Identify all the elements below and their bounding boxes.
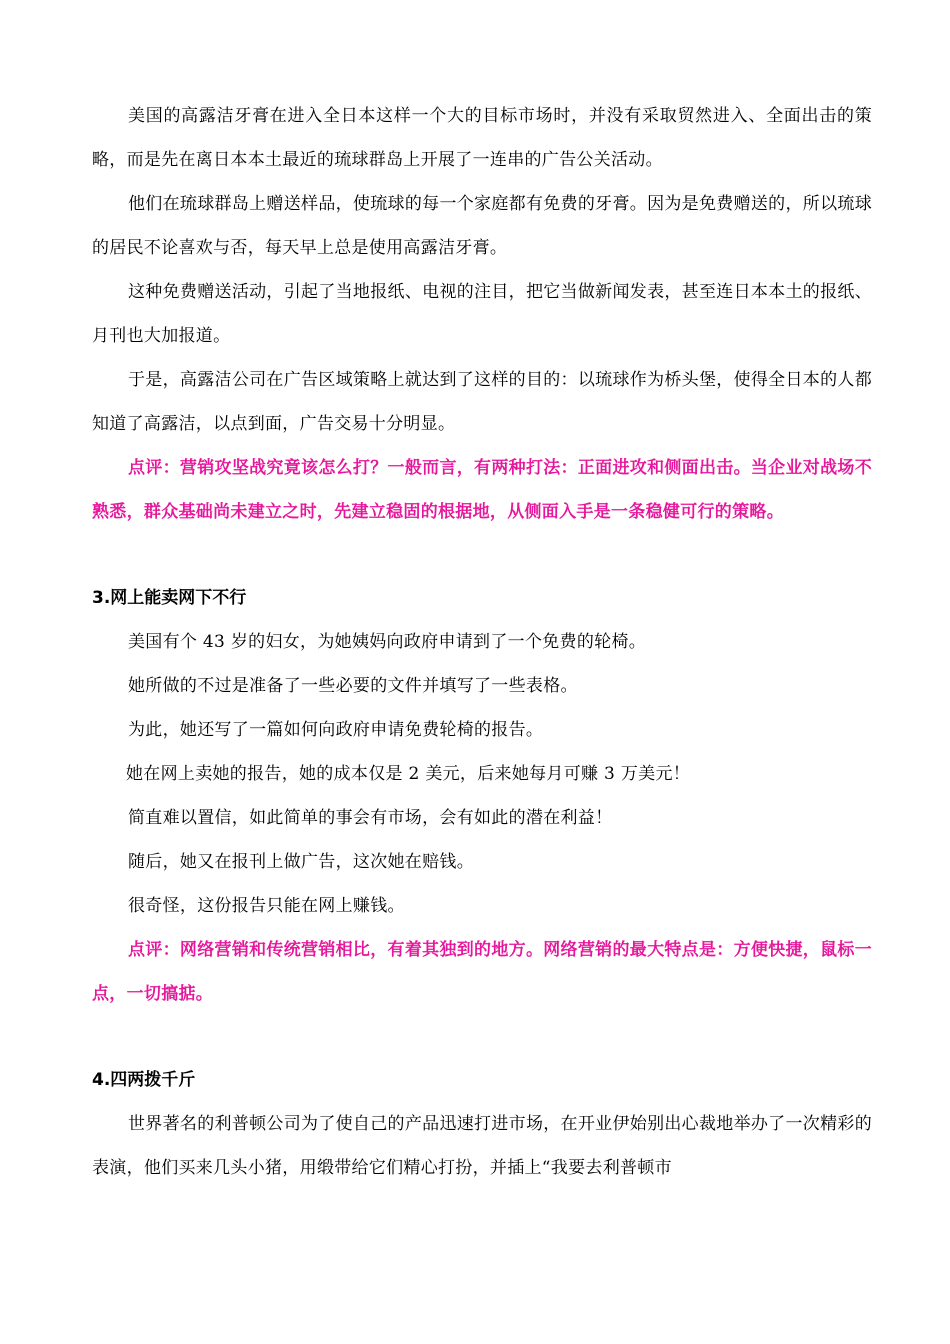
body-line: 她所做的不过是准备了一些必要的文件并填写了一些表格。 <box>128 676 578 696</box>
body-line: 简直难以置信，如此简单的事会有市场，会有如此的潜在利益！ <box>128 808 613 828</box>
document-page <box>92 94 872 1190</box>
body-line: 她在网上卖她的报告，她的成本仅是 2 美元，后来她每月可赚 3 万美元！ <box>126 764 691 784</box>
body-line: 美国有个 43 岁的妇女，为她姨妈向政府申请到了一个免费的轮椅。 <box>128 632 647 652</box>
spacer <box>92 534 872 576</box>
body-line: 很奇怪，这份报告只能在网上赚钱。 <box>128 896 405 916</box>
section-heading: 4.四两拨千斤 <box>92 1070 196 1090</box>
comment-paragraph: 点评：网络营销和传统营销相比，有着其独到的地方。网络营销的最大特点是：方便快捷，鼠标一点，一切搞掂。 <box>92 940 872 1004</box>
body-paragraph: 他们在琉球群岛上赠送样品，使琉球的每一个家庭都有免费的牙膏。因为是免费赠送的，所以琉球的居民不论喜欢与否，每天早上总是使用高露洁牙膏。 <box>92 194 872 258</box>
body-paragraph: 世界著名的利普顿公司为了使自己的产品迅速打进市场，在开业伊始别出心裁地举办了一次精彩的表演，他们买来几头小猪，用缎带给它们精心打扮，并插上“我要去利普顿市 <box>92 1114 872 1178</box>
comment-paragraph: 点评：营销攻坚战究竟该怎么打？一般而言，有两种打法：正面进攻和侧面出击。当企业对战场不熟悉，群众基础尚未建立之时，先建立稳固的根据地，从侧面入手是一条稳健可行的策略。 <box>92 458 872 522</box>
spacer <box>92 1016 872 1058</box>
body-line: 为此，她还写了一篇如何向政府申请免费轮椅的报告。 <box>128 720 544 740</box>
body-paragraph: 美国的高露洁牙膏在进入全日本这样一个大的目标市场时，并没有采取贸然进入、全面出击的策略，而是先在离日本本土最近的琉球群岛上开展了一连串的广告公关活动。 <box>92 106 872 170</box>
body-paragraph: 于是，高露洁公司在广告区域策略上就达到了这样的目的：以琉球作为桥头堡，使得全日本的人都知道了高露洁，以点到面，广告交易十分明显。 <box>92 370 872 434</box>
body-paragraph: 这种免费赠送活动，引起了当地报纸、电视的注目，把它当做新闻发表，甚至连日本本土的报纸、月刊也大加报道。 <box>92 282 872 346</box>
body-line: 随后，她又在报刊上做广告，这次她在赔钱。 <box>128 852 474 872</box>
section-heading: 3.网上能卖网下不行 <box>92 588 247 608</box>
